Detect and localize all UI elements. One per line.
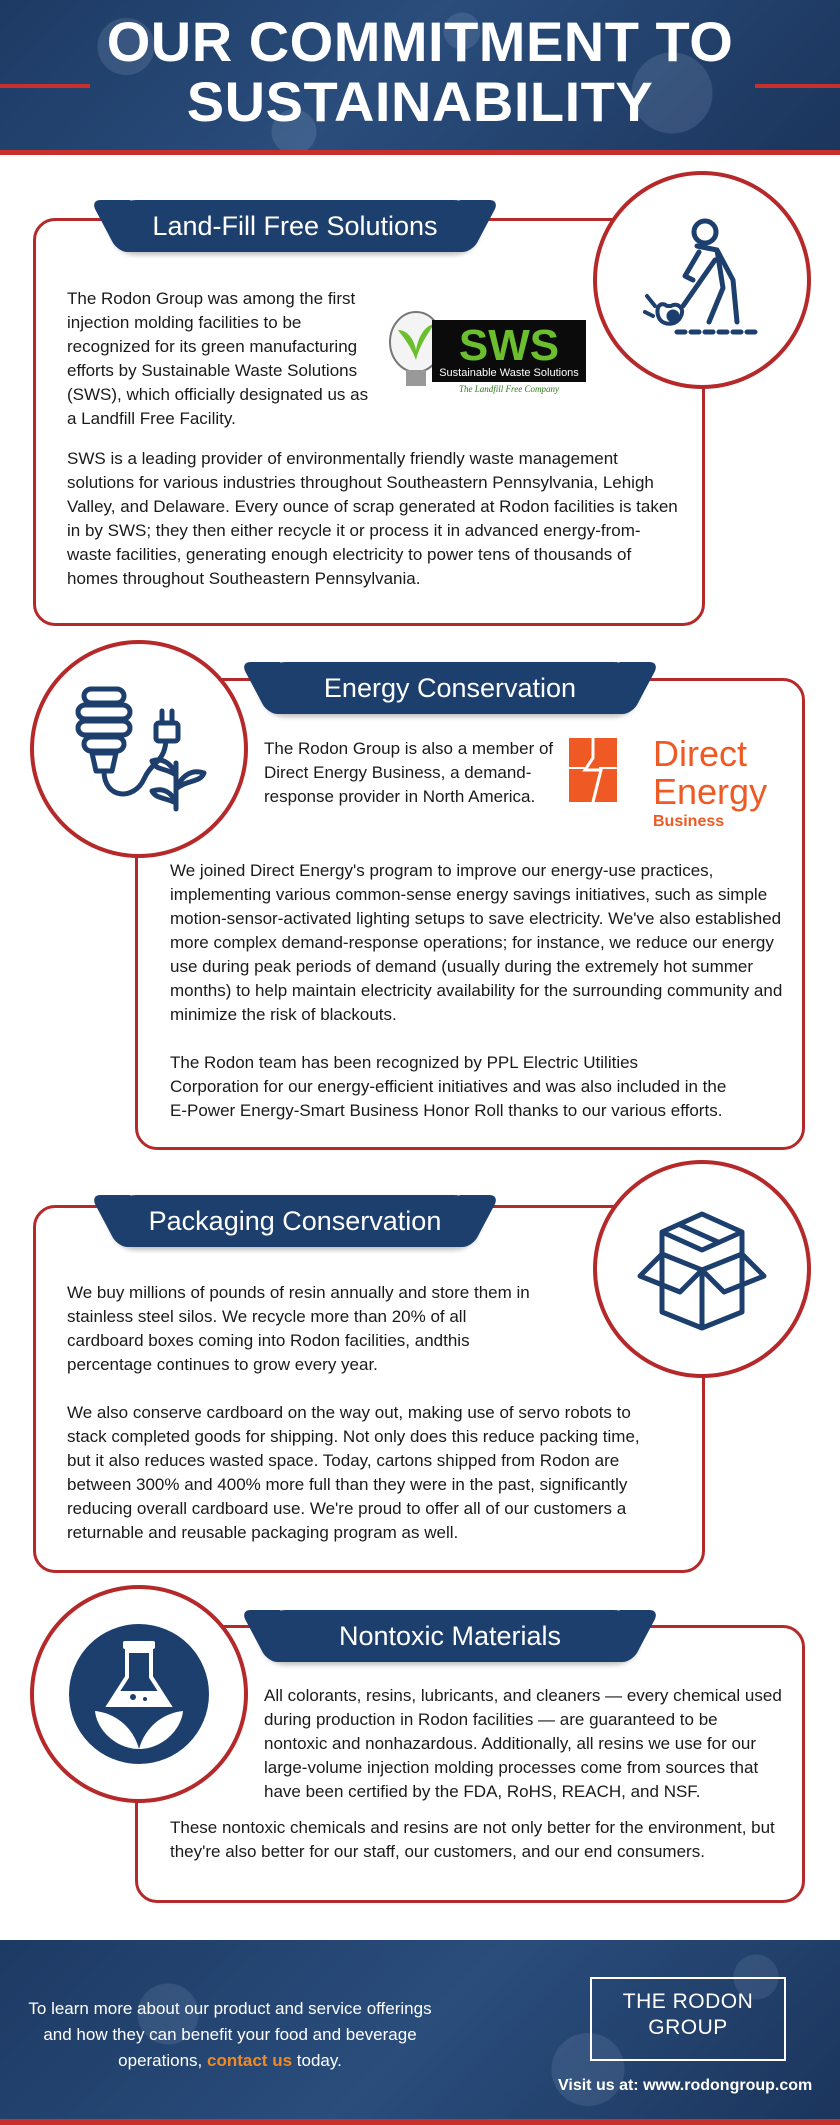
packaging-body-text-1: We buy millions of pounds of resin annually and store them in stainless steel silos. We recycle more than 20% of all cardboard boxes coming into Rodon facilities, andthis percentage continues to grow every year. bbox=[67, 1283, 530, 1374]
direct-energy-logo bbox=[567, 734, 787, 834]
nontoxic-section-title: Nontoxic Materials bbox=[260, 1610, 640, 1662]
landfill-icon-circle bbox=[593, 171, 811, 389]
energy-section-title: Energy Conservation bbox=[260, 662, 640, 714]
landfill-section-title: Land-Fill Free Solutions bbox=[110, 200, 480, 252]
direct-energy-logo-line2: Energy bbox=[653, 771, 768, 812]
nontoxic-icon-circle bbox=[30, 1585, 248, 1803]
packaging-body-text-2: We also conserve cardboard on the way out, making use of servo robots to stack completed goods for shipping. Not only does this reduce packing time, but it also reduces wasted space. Today, cartons shipped from Rodon are between 300% and 400% more full than they were in the past, significantly reducing overall cardboard use. We're proud to offer all of our customers a returnable and reusable packaging program as well. bbox=[67, 1403, 640, 1542]
sws-logo-sub: Sustainable Waste Solutions bbox=[439, 367, 579, 379]
contact-us-link[interactable]: contact us bbox=[207, 2051, 293, 2070]
sws-logo-tag: The Landfill Free Company bbox=[459, 384, 559, 394]
rodon-logo-line2: GROUP bbox=[648, 2016, 728, 2039]
page-title-line2: SUSTAINABILITY bbox=[186, 70, 654, 133]
footer-line-1: To learn more about our product and service offerings bbox=[28, 1999, 432, 2018]
page-footer bbox=[0, 1940, 840, 2125]
website-link[interactable]: Visit us at: www.rodongroup.com bbox=[558, 2077, 813, 2094]
footer-line-3-suffix: today. bbox=[296, 2051, 342, 2070]
energy-icon-circle bbox=[30, 640, 248, 858]
page-header bbox=[0, 0, 840, 155]
footer-accent-line bbox=[0, 2119, 840, 2125]
packaging-icon-circle bbox=[593, 1160, 811, 1378]
footer-line-3 bbox=[20, 2048, 440, 2074]
nontoxic-body-text-2: These nontoxic chemicals and resins are not only better for the environment, but they're also better for our staff, our customers, and our end consumers. bbox=[170, 1818, 775, 1861]
person-digging-icon bbox=[637, 210, 767, 350]
footer-line-2: and how they can benefit your food and beverage bbox=[43, 2025, 417, 2044]
footer-line-3-prefix: operations, bbox=[118, 2051, 203, 2070]
header-divider bbox=[0, 150, 840, 155]
energy-intro-text: The Rodon Group is also a member of Direct Energy Business, a demand-response provider in North America. bbox=[264, 739, 554, 806]
direct-energy-logo-line3: Business bbox=[653, 813, 725, 830]
sws-logo bbox=[380, 300, 590, 398]
sws-logo-main: SWS bbox=[458, 321, 560, 370]
rodon-logo-line1: THE RODON bbox=[622, 1990, 754, 2013]
direct-energy-logo-line1: Direct bbox=[653, 734, 748, 774]
light-bulb-plug-icon bbox=[64, 679, 214, 819]
landfill-intro-text: The Rodon Group was among the first injection molding facilities to be recognized for its green manufacturing efforts by Sustainable Waste Solutions (SWS), which officially designated us as a Landfill Free Facility. bbox=[67, 289, 369, 428]
energy-body-text-1: We joined Direct Energy's program to improve our energy-use practices, implementing various common-sense energy savings initiatives, such as simple motion-sensor-activated lighting setups to save electricity. We've also established more complex demand-response operations; for instance, we reduce our energy use during peak periods of demand (usually during the extremely hot summer months) to help maintain electricity availability for the surrounding community and minimize the risk of blackouts. bbox=[170, 861, 783, 1024]
rodon-group-logo[interactable] bbox=[590, 1977, 786, 2061]
packaging-section-title: Packaging Conservation bbox=[110, 1195, 480, 1247]
nontoxic-body-text-1: All colorants, resins, lubricants, and cleaners — every chemical used during production in Rodon facilities — are guaranteed to be nontoxic and nonhazardous. Additionally, all resins we use for our large-volume injection molding processes come from sources that have been certified by the FDA, RoHS, REACH, and NSF. bbox=[264, 1686, 782, 1801]
page-title bbox=[0, 12, 840, 132]
energy-body-text-2: The Rodon team has been recognized by PPL Electric Utilities Corporation for our energy-efficient initiatives and was also included in the E-Power Energy-Smart Business Honor Roll thanks to our various efforts. bbox=[170, 1053, 727, 1120]
footer-cta-text bbox=[20, 1996, 440, 2074]
landfill-body-text: SWS is a leading provider of environmentally friendly waste management solutions for various industries throughout Southeastern Pennsylvania, Lehigh Valley, and Delaware. Every ounce of scrap generated at Rodon facilities is taken in by SWS; they then either recycle it or process it in advanced energy-from-waste facilities, generating enough electricity to power tens of thousands of homes throughout Southeastern Pennsylvania. bbox=[67, 449, 678, 588]
page-title-line1: OUR COMMITMENT TO bbox=[106, 10, 734, 73]
open-box-icon bbox=[632, 1204, 772, 1334]
flask-leaves-icon bbox=[69, 1619, 209, 1769]
